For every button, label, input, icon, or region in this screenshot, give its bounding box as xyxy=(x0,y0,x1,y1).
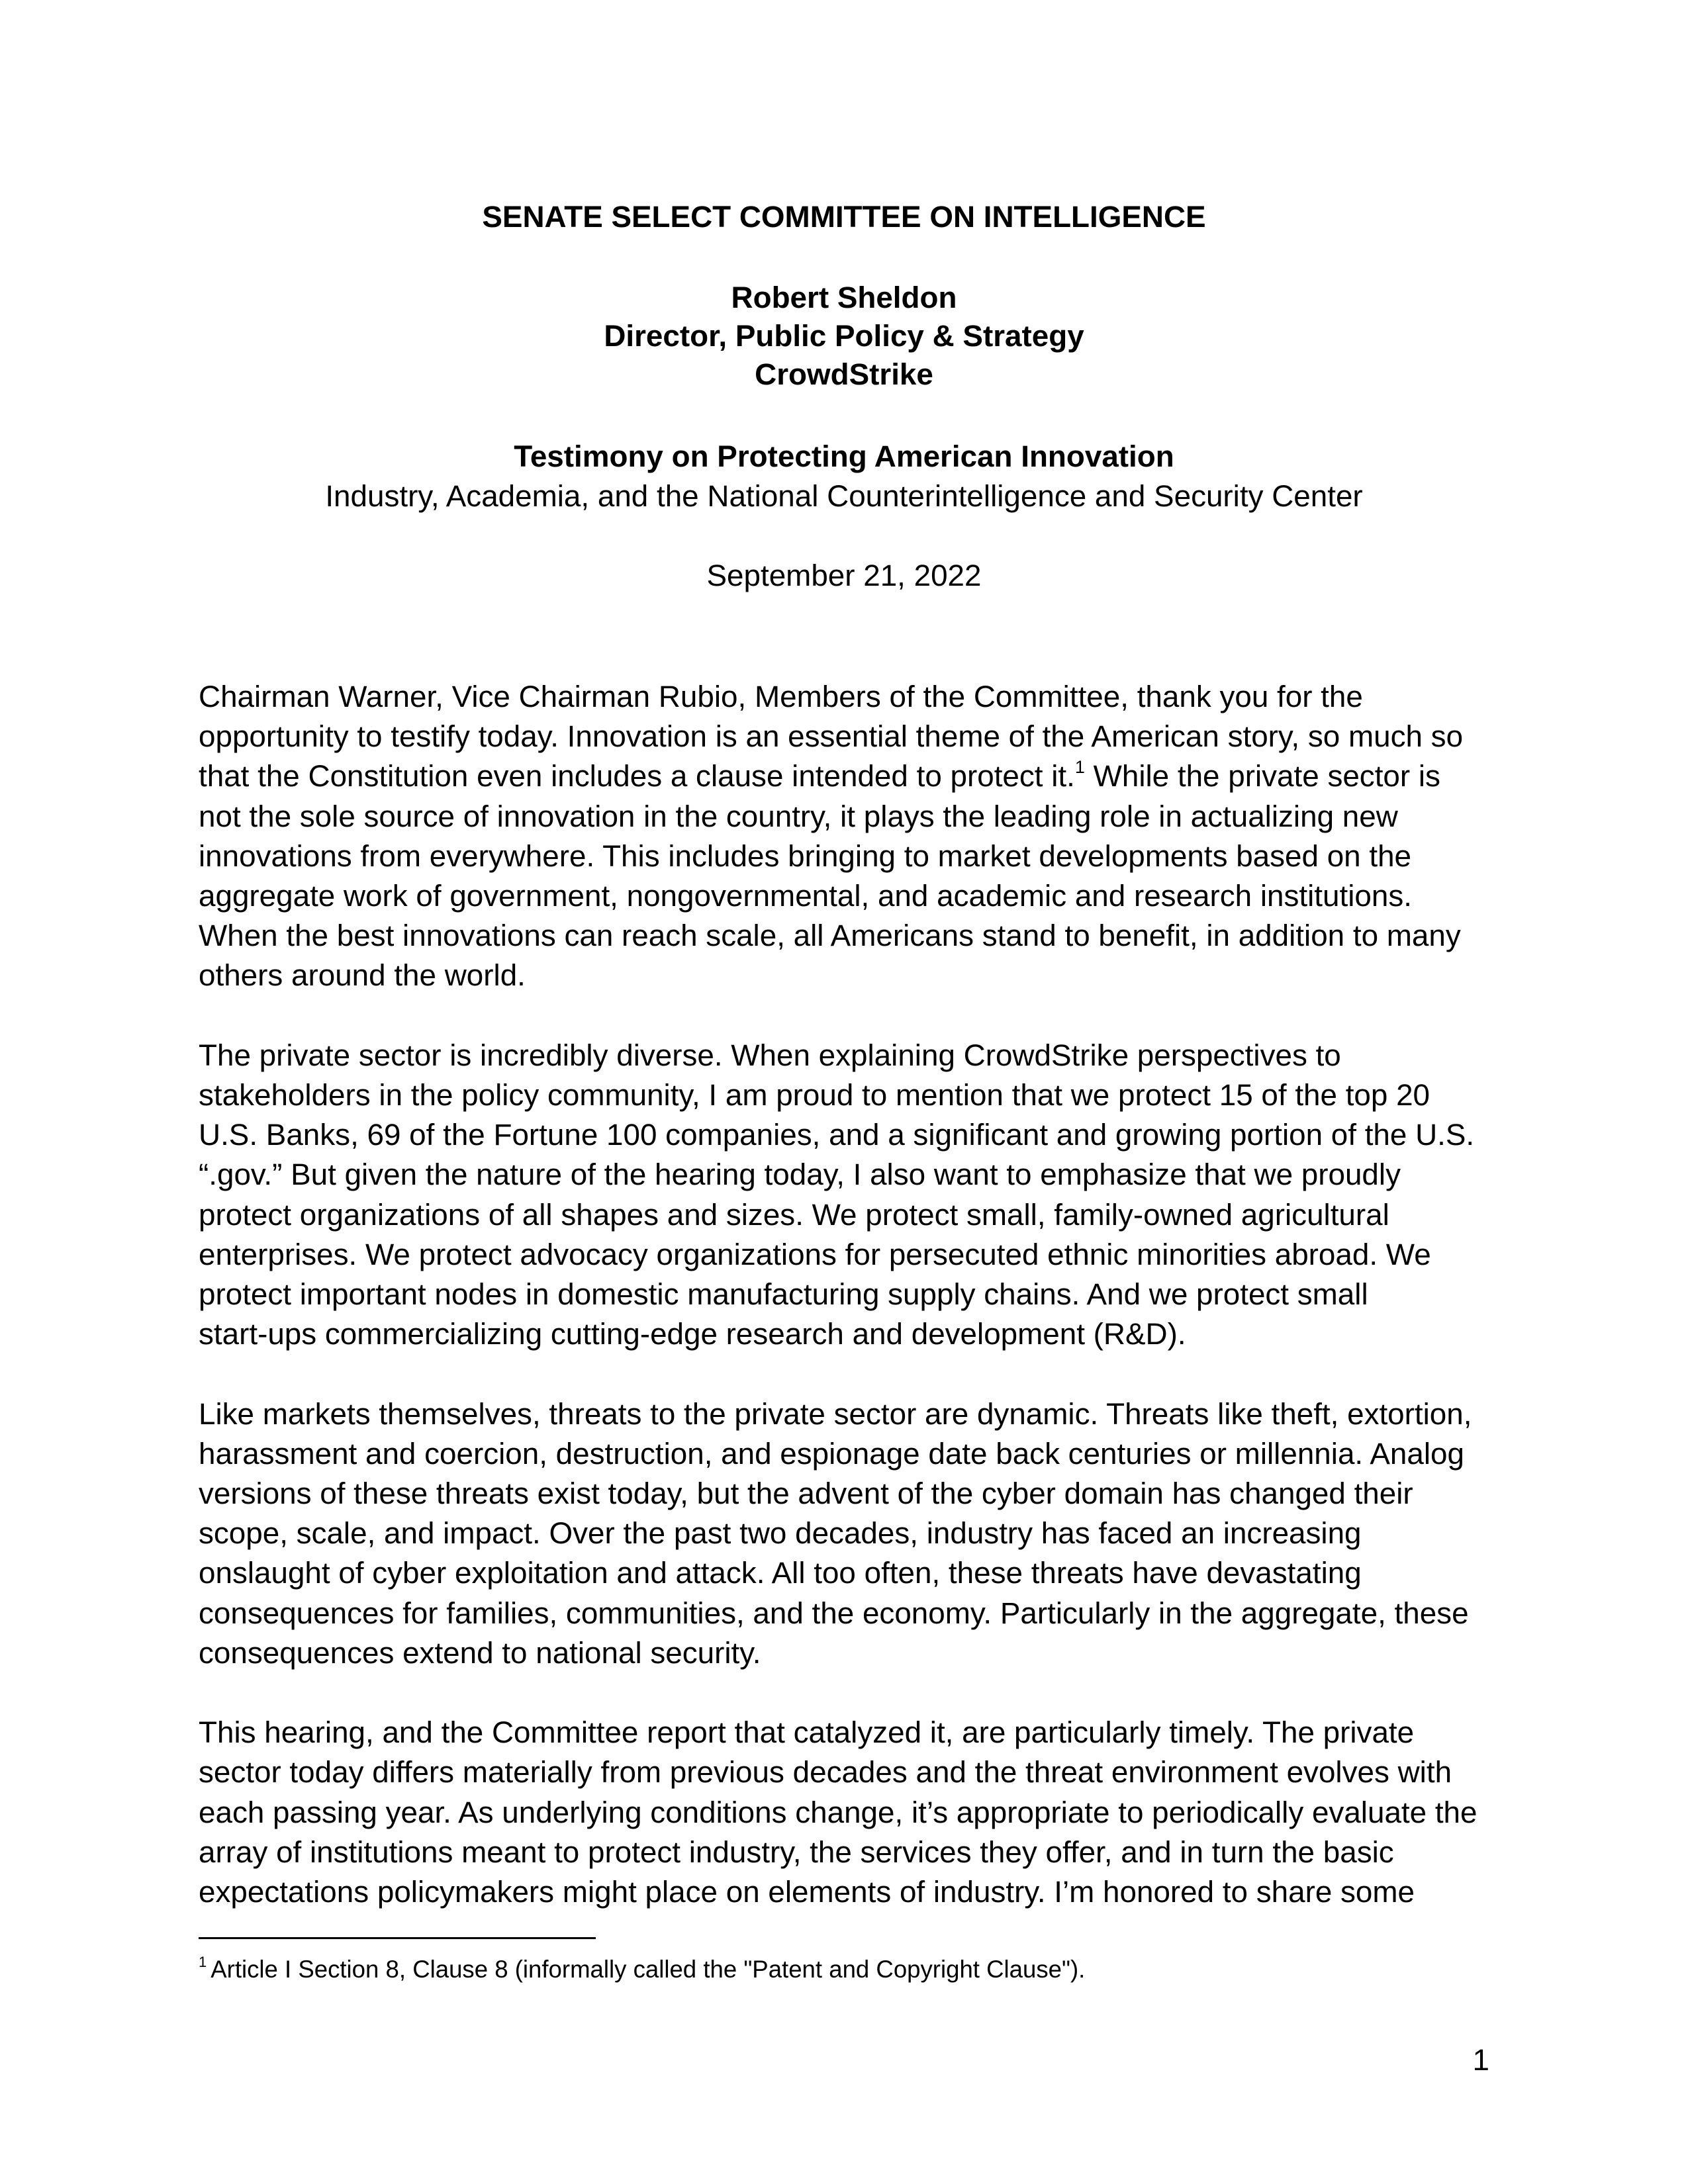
text-line: versions of these threats exist today, but the advent of the cyber domain has changed their xyxy=(199,1477,1413,1511)
text-segment: While the private sector is xyxy=(1084,759,1440,794)
text-line: Like markets themselves, threats to the private sector are dynamic. Threats like theft, extortion, xyxy=(199,1396,1472,1431)
footnote-text: Article I Section 8, Clause 8 (informally called the "Patent and Copyright Clause"). xyxy=(211,1956,1086,1983)
text-line: When the best innovations can reach scale, all Americans stand to benefit, in addition to many xyxy=(199,919,1461,953)
text-line: consequences extend to national security. xyxy=(199,1635,761,1670)
text-line: scope, scale, and impact. Over the past two decades, industry has faced an increasing xyxy=(199,1516,1362,1551)
testimony-date: September 21, 2022 xyxy=(706,559,982,592)
text-line: innovations from everywhere. This includes bringing to market developments based on the xyxy=(199,839,1412,873)
text-line: U.S. Banks, 69 of the Fortune 100 companies, and a significant and growing portion of the U.S. xyxy=(199,1118,1475,1152)
text-line: onslaught of cyber exploitation and attack. All too often, these threats have devastating xyxy=(199,1556,1362,1590)
text-line: expectations policymakers might place on elements of industry. I’m honored to share some xyxy=(199,1875,1415,1909)
footnote-number: 1 xyxy=(199,1953,207,1970)
testimony-body xyxy=(199,677,1489,1952)
text-line: This hearing, and the Committee report that catalyzed it, are particularly timely. The private xyxy=(199,1715,1415,1750)
text-line: harassment and coercion, destruction, and espionage date back centuries or millennia. Analog xyxy=(199,1436,1464,1471)
testimony-title: Testimony on Protecting American Innovation xyxy=(514,439,1174,473)
text-line: The private sector is incredibly diverse. When explaining CrowdStrike perspectives to xyxy=(199,1038,1341,1072)
paragraph-1 xyxy=(199,677,1489,996)
testimony-subtitle: Industry, Academia, and the National Counterintelligence and Security Center xyxy=(325,479,1363,513)
text-line: consequences for families, communities, and the economy. Particularly in the aggregate, these xyxy=(199,1596,1469,1630)
committee-name: SENATE SELECT COMMITTEE ON INTELLIGENCE xyxy=(482,200,1206,234)
witness-organization: CrowdStrike xyxy=(755,357,933,391)
text-line: opportunity to testify today. Innovation is an essential theme of the American story, so much so xyxy=(199,719,1464,754)
text-line: enterprises. We protect advocacy organizations for persecuted ethnic minorities abroad. We xyxy=(199,1237,1431,1271)
text-line: sector today differs materially from previous decades and the threat environment evolves with xyxy=(199,1755,1452,1790)
witness-name: Robert Sheldon xyxy=(731,281,957,314)
text-line: protect organizations of all shapes and sizes. We protect small, family-owned agricultural xyxy=(199,1197,1389,1232)
text-line: aggregate work of government, nongovernmental, and academic and research institutions. xyxy=(199,879,1412,913)
text-line: protect important nodes in domestic manufacturing supply chains. And we protect small xyxy=(199,1277,1368,1312)
text-line: start-ups commercializing cutting-edge research and development (R&D). xyxy=(199,1317,1186,1351)
paragraph-2 xyxy=(199,1036,1489,1355)
footnote-separator xyxy=(199,1937,596,1939)
text-line: each passing year. As underlying conditions change, it’s appropriate to periodically evaluate the xyxy=(199,1795,1477,1829)
page-number: 1 xyxy=(1472,2043,1489,2077)
paragraph-4 xyxy=(199,1713,1489,1912)
text-line: Chairman Warner, Vice Chairman Rubio, Members of the Committee, thank you for the xyxy=(199,680,1363,713)
footnote-1 xyxy=(199,1955,1085,1984)
witness-title: Director, Public Policy & Strategy xyxy=(604,319,1084,353)
text-line: “.gov.” But given the nature of the hearing today, I also want to emphasize that we proudly xyxy=(199,1158,1401,1192)
text-line: array of institutions meant to protect industry, the services they offer, and in turn the basic xyxy=(199,1835,1394,1869)
text-line: stakeholders in the policy community, I am proud to mention that we protect 15 of the top 20 xyxy=(199,1078,1430,1113)
text-line: others around the world. xyxy=(199,958,526,993)
text-line-with-footnote xyxy=(199,756,1489,796)
text-line: not the sole source of innovation in the country, it plays the leading role in actualizing new xyxy=(199,799,1398,833)
paragraph-3 xyxy=(199,1394,1489,1673)
footnote-reference-1[interactable]: 1 xyxy=(1074,757,1085,778)
text-segment: that the Constitution even includes a clause intended to protect it. xyxy=(199,759,1075,794)
